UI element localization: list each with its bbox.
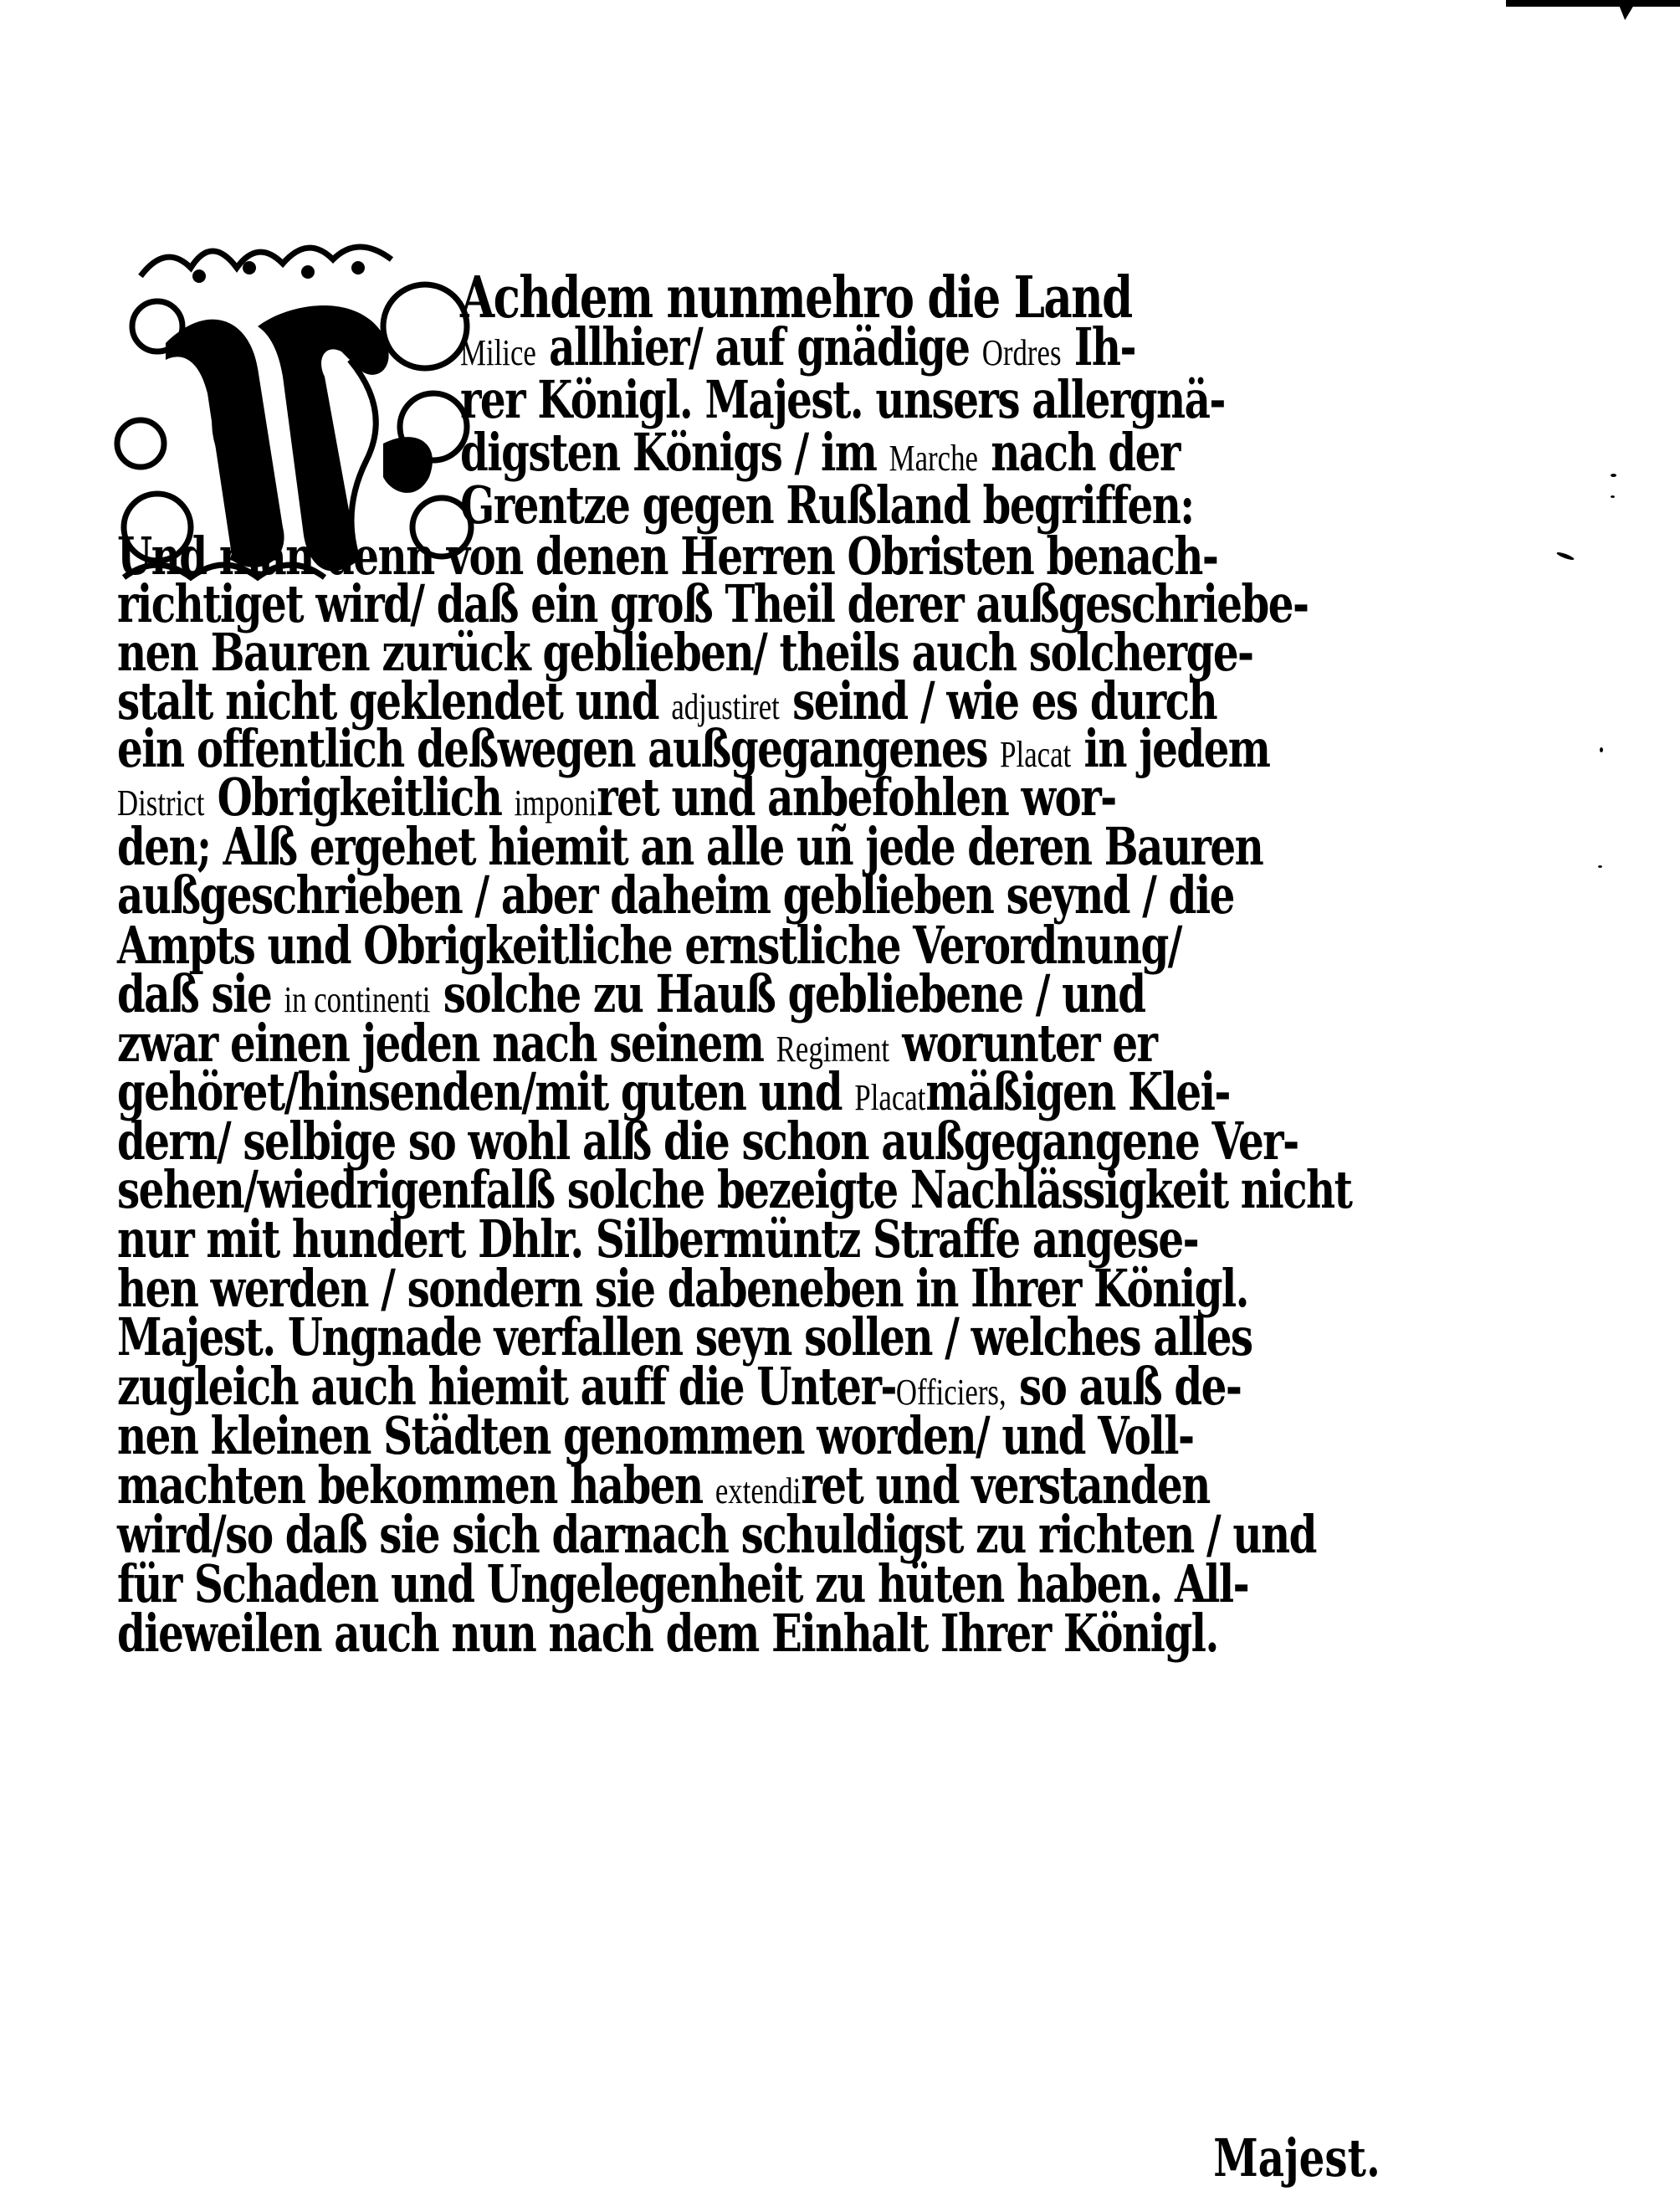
- text-line: [460, 316, 1135, 377]
- fraktur-text: hen werden / sondern sie dabeneben in Ihrer Königl.: [117, 1258, 1248, 1319]
- text-line: [460, 369, 1225, 430]
- scan-speck: [1556, 551, 1575, 561]
- fraktur-text: Grentze gegen Rußland begriffen:: [460, 475, 1194, 536]
- latin-term: in continenti: [284, 978, 431, 1020]
- scan-speck: [1598, 865, 1602, 868]
- fraktur-text: stalt nicht geklendet und: [117, 670, 672, 731]
- fraktur-text: Und man denn von denen Herren Obristen benach-: [117, 526, 1218, 587]
- fraktur-text: Ih-: [1061, 316, 1135, 377]
- latin-term: extendi: [715, 1470, 802, 1511]
- fraktur-text: worunter er: [889, 1013, 1157, 1074]
- fraktur-text: machten bekommen haben: [117, 1455, 715, 1516]
- fraktur-text: daß sie: [117, 963, 284, 1024]
- text-line: [117, 865, 1234, 926]
- scan-speck: [1611, 474, 1616, 477]
- fraktur-text: nach der: [977, 422, 1180, 483]
- latin-term: Placat: [854, 1076, 926, 1118]
- text-line: [117, 1603, 1218, 1664]
- fraktur-text: rer Königl. Majest. unsers allergnä-: [460, 369, 1225, 430]
- fraktur-text: Ampts und Obrigkeitliche ernstliche Verordnung/: [117, 915, 1181, 976]
- fraktur-text: mäßigen Klei-: [925, 1061, 1230, 1122]
- latin-term: Marche: [889, 437, 978, 479]
- fraktur-text: außgeschrieben / aber daheim geblieben seynd / die: [117, 865, 1234, 926]
- fraktur-text: ret und verstanden: [801, 1455, 1210, 1516]
- latin-term: Placat: [1000, 733, 1072, 775]
- fraktur-text: Obrigkeitlich: [204, 767, 515, 828]
- fraktur-text: solche zu Hauß gebliebene / und: [430, 963, 1145, 1024]
- fraktur-text: digsten Königs / im: [460, 422, 889, 483]
- fraktur-text: wird/so daß sie sich darnach schuldigst zu richten / und: [117, 1504, 1316, 1565]
- fraktur-text: Majest. Ungnade verfallen seyn sollen / welches alles: [117, 1306, 1252, 1367]
- fraktur-text: allhier/ auf gnädige: [535, 316, 982, 377]
- latin-term: imponi: [514, 782, 597, 824]
- latin-term: adjustiret: [671, 685, 780, 727]
- fraktur-text: gehöret/hinsenden/mit guten und: [117, 1061, 855, 1122]
- fraktur-text: ein offentlich deßwegen außgegangenes: [117, 718, 1001, 779]
- fraktur-text: nur mit hundert Dhlr. Silbermüntz Straffe angese-: [117, 1208, 1199, 1270]
- fraktur-text: dieweilen auch nun nach dem Einhalt Ihrer Königl.: [117, 1603, 1218, 1664]
- latin-term: Officiers,: [895, 1371, 1006, 1413]
- fraktur-text: nen Bauren zurück geblieben/ theils auch solcherge-: [117, 622, 1253, 683]
- scan-edge-smudge: [1506, 0, 1680, 7]
- text-line: [460, 422, 1180, 483]
- fraktur-text: seind / wie es durch: [779, 670, 1217, 731]
- fraktur-text: richtiget wird/ daß ein groß Theil derer außgeschriebe-: [117, 573, 1309, 634]
- fraktur-text: zugleich auch hiemit auff die Unter-: [117, 1356, 896, 1417]
- fraktur-text: so auß de-: [1006, 1356, 1242, 1417]
- latin-term: Milice: [460, 331, 536, 373]
- latin-term: District: [117, 782, 205, 824]
- fraktur-text: Achdem nunmehro die Land: [460, 264, 1132, 331]
- latin-term: Regiment: [776, 1028, 889, 1070]
- fraktur-text: sehen/wiedrigenfalß solche bezeigte Nachlässigkeit nicht: [117, 1159, 1352, 1220]
- scan-speck: [1600, 747, 1603, 752]
- scan-speck: [1611, 495, 1615, 498]
- fraktur-text: nen kleinen Städten genommen worden/ und Voll-: [117, 1405, 1194, 1466]
- latin-term: Ordres: [981, 331, 1062, 373]
- fraktur-text: dern/ selbige so wohl alß die schon außgegangene Ver-: [117, 1111, 1298, 1172]
- fraktur-text: für Schaden und Ungelegenheit zu hüten haben. All-: [117, 1553, 1249, 1614]
- fraktur-text: ret und anbefohlen wor-: [597, 767, 1116, 828]
- text-line: [460, 475, 1194, 536]
- catchword: Majest.: [1213, 2127, 1380, 2188]
- fraktur-text: in jedem: [1071, 718, 1270, 779]
- fraktur-text: den; Alß ergehet hiemit an alle uñ jede deren Bauren: [117, 816, 1263, 877]
- fraktur-text: zwar einen jeden nach seinem: [117, 1013, 776, 1074]
